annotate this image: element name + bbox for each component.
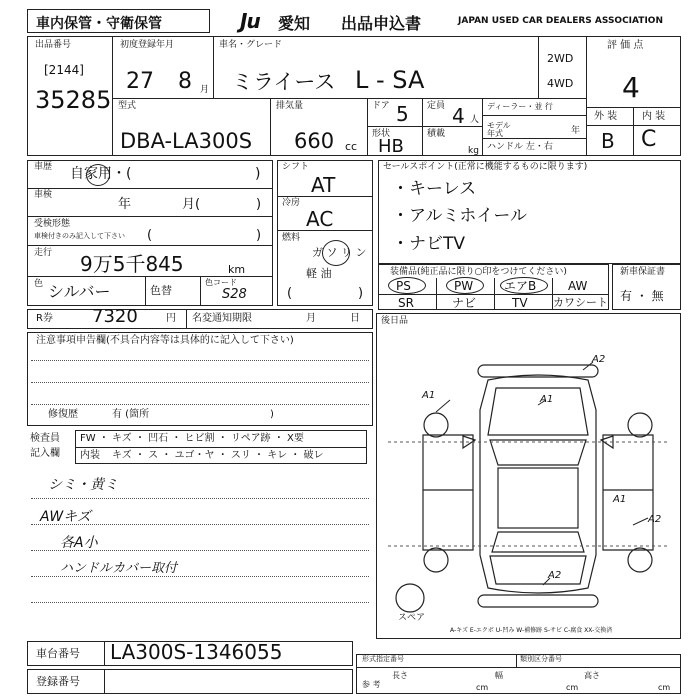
rating-value: 4 [622,71,640,104]
equip-aw: AW [568,279,588,293]
model-label: 型式 [118,101,137,111]
notes-label: 注意事項申告欄(不具合内容等は具体的に記入して下さい) [36,335,294,346]
fuel-gas: ガ ソ リ ン [312,246,367,259]
damage-mark-2: A1 [540,394,554,405]
color-value: シルバー [48,282,111,301]
reg-label: 初度登録年月 [120,40,175,50]
disp-unit: cc [345,140,358,153]
handle-label: ハンドル 左・右 [487,142,553,152]
mileage-value: 9万5千845 [80,252,184,276]
equip-tv: TV [512,296,528,310]
selling-point-2: ・アルミホイール [392,206,527,226]
lot-number: 35285 [35,86,112,114]
repair-close: ) [270,409,274,420]
width-unit: cm [566,683,579,692]
chassis-value: LA300S-1346055 [110,640,283,664]
int-grade: C [641,127,657,152]
fuel-diesel: 軽 油 [306,267,332,280]
ext-grade: B [601,129,615,153]
inspection-year: 年 [118,197,132,212]
history-label: 車歴 [34,162,53,172]
load-unit: kg [468,146,479,156]
year-unit: 年 [571,126,581,136]
repair-value: 有 (箇所 [112,409,150,420]
reg-year: 27 [126,69,154,94]
equip-seat: カワシート [553,296,608,309]
receive-note: 車検付きのみ記入して下さい [34,232,125,240]
rating-label: 評 価 点 [607,40,644,51]
inspection-label: 車検 [34,190,53,200]
length-label: 長さ [392,671,408,680]
lot-label: 出品番号 [35,40,72,50]
door-value: 5 [396,102,409,126]
car-name: ミライース [232,70,336,94]
inspector-row-2: キズ ・ ス ・ ユゴ・ヤ ・ スリ ・ キレ ・ 破レ [112,450,324,461]
selling-point-1: ・キーレス [392,179,477,199]
drive-4wd: 4WD [547,77,574,90]
disp-label: 排気量 [276,101,304,111]
width-label: 幅 [495,671,503,680]
history-close: ) [255,166,261,182]
shape-value: HB [378,136,404,157]
form-label: 形式指定番号 [362,655,404,663]
reg-label: 登録番号 [36,675,80,688]
doc-title: 出品申込書 [341,14,422,33]
car-damage-diagram [378,340,678,620]
inspector-label-1: 検査員 [30,433,60,444]
inspection-month: 月( [182,197,201,212]
spare-label: スペア [398,613,426,623]
height-label: 高さ [584,671,600,680]
ju-logo: Ju [240,9,260,33]
equipment-label: 装備品(純正品に限り○印をつけてください) [390,267,567,277]
equip-airbag: エアB [504,279,537,293]
int-label: 内 装 [642,111,666,122]
notice-month: 月 [306,313,316,324]
ac-value: AC [306,207,334,231]
cap-value: 4 [452,104,465,128]
damage-mark-5: A2 [548,570,562,581]
grade: L - SA [355,66,425,94]
mileage-unit: km [228,263,246,276]
history-value: 自家用・( [70,166,132,182]
dealer-label: ディーラー・並 行 [487,102,553,111]
inspector-row-2-label: 内装 [80,450,100,461]
inspection-close: ) [256,197,262,212]
storage-box [27,9,210,33]
pw-circle [446,277,484,294]
inspector-note-2: AWキズ [40,509,91,525]
color-code: S28 [222,287,247,302]
selling-label: セールスポイント(正常に機能するものに限ります) [383,162,588,172]
equip-sr: SR [398,296,414,310]
drive-2wd: 2WD [547,52,574,65]
insurance-label: 新車保証書 [620,267,666,277]
notice-day: 日 [350,313,360,324]
inspector-row-1: FW ・ キズ ・ 凹石 ・ ヒビ割 ・ リペア跡 ・ X要 [80,433,304,444]
model-year-label: モデル 年式 [487,121,511,138]
inspector-label-2: 記入欄 [30,448,60,459]
mileage-label: 走行 [34,248,53,258]
fuel-paren-close: ) [358,286,364,301]
damage-mark-3: A2 [592,354,606,365]
equip-navi: ナビ [452,296,477,310]
damage-mark-6: A1 [613,494,627,505]
model-value: DBA-LA300S [120,129,253,153]
color-code-label: 色コード [205,278,237,287]
door-label: ドア [372,101,390,111]
repaint-label: 色替 [150,284,172,297]
inspector-note-3: 各A小 [60,535,98,551]
receive-close: ) [256,228,262,243]
recycle-value: 7320 [92,306,138,327]
org-name: 愛知 [278,14,311,33]
fuel-label: 燃料 [282,233,301,243]
gas-circle [322,240,350,266]
recycle-label: R券 [36,313,53,324]
recycle-unit: 円 [166,313,176,324]
after-label: 後日品 [381,316,409,326]
ext-label: 外 装 [594,111,618,122]
color-label: 色 [34,279,44,289]
height-unit: cm [658,683,671,692]
insurance-values: 有 ・ 無 [620,289,664,303]
name-label: 車名・グレード [219,40,283,50]
month-unit: 月 [200,85,210,95]
fuel-paren-open: ( [287,286,293,301]
cap-label: 定員 [427,101,446,111]
equip-pw: PW [454,279,474,293]
disp-value: 660 [294,129,335,153]
notice-label: 名変通知期限 [192,313,252,324]
length-unit: cm [476,683,489,692]
repair-label: 修復歴 [48,409,78,420]
private-use-circle [86,164,110,186]
chassis-label: 車台番号 [36,647,80,660]
notes-frame [27,332,373,426]
ps-circle [388,277,426,294]
load-label: 積載 [427,129,446,139]
shift-value: AT [311,173,336,197]
inspector-note-4: ハンドルカバー取付 [60,561,178,576]
lot-sub: [2144] [44,63,84,77]
damage-mark-1: A1 [422,390,436,401]
shape-label: 形状 [372,129,391,139]
selling-point-3: ・ナビTV [392,234,466,254]
airbag-circle [500,277,548,294]
shift-label: シフト [282,162,310,172]
receive-label: 受検形態 [34,219,71,229]
logo-mark [240,9,260,33]
receive-paren: ( [147,228,153,243]
ac-label: 冷房 [282,198,301,208]
assoc-name: JAPAN USED CAR DEALERS ASSOCIATION [458,16,663,26]
damage-legend: A-キズ E-エクボ U-凹み W-補修跡 S-サビ C-腐食 XX-交換済 [450,627,613,634]
damage-mark-4: A2 [648,514,662,525]
inspector-note-1: シミ・黄ミ [48,477,118,493]
class-label: 類別区分番号 [520,655,562,663]
storage-label: 車内保管・守衛保管 [36,16,162,32]
reg-month: 8 [178,69,192,94]
cap-unit: 人 [470,115,480,125]
ref-label: 参 考 [362,680,381,689]
equip-ps: PS [396,279,411,293]
